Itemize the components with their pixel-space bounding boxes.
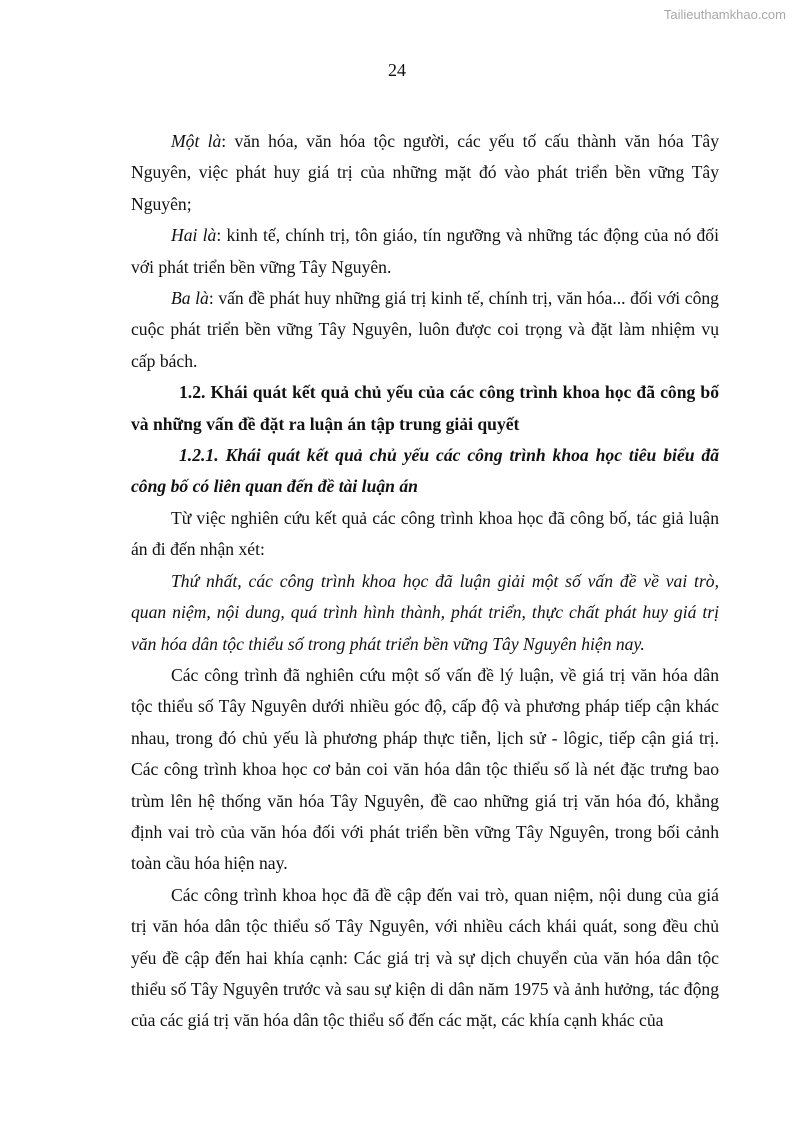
paragraph-lead: Một là (171, 131, 222, 151)
document-body (131, 126, 719, 1037)
watermark: Tailieuthamkhao.com (663, 7, 786, 22)
paragraph-ba-la (131, 283, 719, 377)
paragraph-hai-la (131, 220, 719, 283)
paragraph-text: : kinh tế, chính trị, tôn giáo, tín ngưỡng và những tác động của nó đối với phát triển bền vững Tây Nguyên. (131, 225, 719, 277)
paragraph-body-2: Các công trình khoa học đã đề cập đến vai trò, quan niệm, nội dung của giá trị văn hóa dân tộc thiểu số Tây Nguyên, với nhiều cách khái quát, song đều chủ yếu đề cập đến hai khía cạnh: Các giá trị và sự dịch chuyển của văn hóa dân tộc thiểu số Tây Nguyên trước và sau sự kiện di dân năm 1975 và ảnh hưởng, tác động của các giá trị văn hóa dân tộc thiểu số đến các mặt, các khía cạnh khác của (131, 884, 719, 1031)
section-heading-1-2-1: 1.2.1. Khái quát kết quả chủ yếu các công trình khoa học tiêu biểu đã công bố có liên quan đến đề tài luận án (131, 445, 719, 497)
paragraph-text: : vấn đề phát huy những giá trị kinh tế, chính trị, văn hóa... đối với công cuộc phát triển bền vững Tây Nguyên, luôn được coi trọng và đặt làm nhiệm vụ cấp bách. (131, 288, 719, 371)
paragraph-thu-nhat: Thứ nhất, các công trình khoa học đã luận giải một số vấn đề về vai trò, quan niệm, nội dung, quá trình hình thành, phát triển, thực chất phát huy giá trị văn hóa dân tộc thiểu số trong phát triển bền vững Tây Nguyên hiện nay. (131, 570, 719, 654)
page-number: 24 (388, 60, 406, 80)
section-heading-1-2: 1.2. Khái quát kết quả chủ yếu của các công trình khoa học đã công bố và những vấn đề đặt ra luận án tập trung giải quyết (131, 382, 719, 434)
paragraph-text: : văn hóa, văn hóa tộc người, các yếu tố cấu thành văn hóa Tây Nguyên, việc phát huy giá trị của những mặt đó vào phát triển bền vững Tây Nguyên; (131, 131, 719, 214)
paragraph-body-1: Các công trình đã nghiên cứu một số vấn đề lý luận, về giá trị văn hóa dân tộc thiểu số Tây Nguyên dưới nhiều góc độ, cấp độ và phương pháp tiếp cận khác nhau, trong đó chủ yếu là phương pháp thực tiễn, lịch sử - lôgic, tiếp cận giá trị. Các công trình khoa học cơ bản coi văn hóa dân tộc thiểu số là nét đặc trưng bao trùm lên hệ thống văn hóa Tây Nguyên, đề cao những giá trị văn hóa đó, khẳng định vai trò của văn hóa đối với phát triển bền vững Tây Nguyên, trong bối cảnh toàn cầu hóa hiện nay. (131, 664, 719, 874)
paragraph-mot-la (131, 126, 719, 220)
paragraph-lead: Ba là (171, 288, 209, 309)
paragraph-intro: Từ việc nghiên cứu kết quả các công trình khoa học đã công bố, tác giả luận án đi đến nhận xét: (131, 507, 719, 560)
paragraph-lead: Hai là (171, 225, 217, 246)
